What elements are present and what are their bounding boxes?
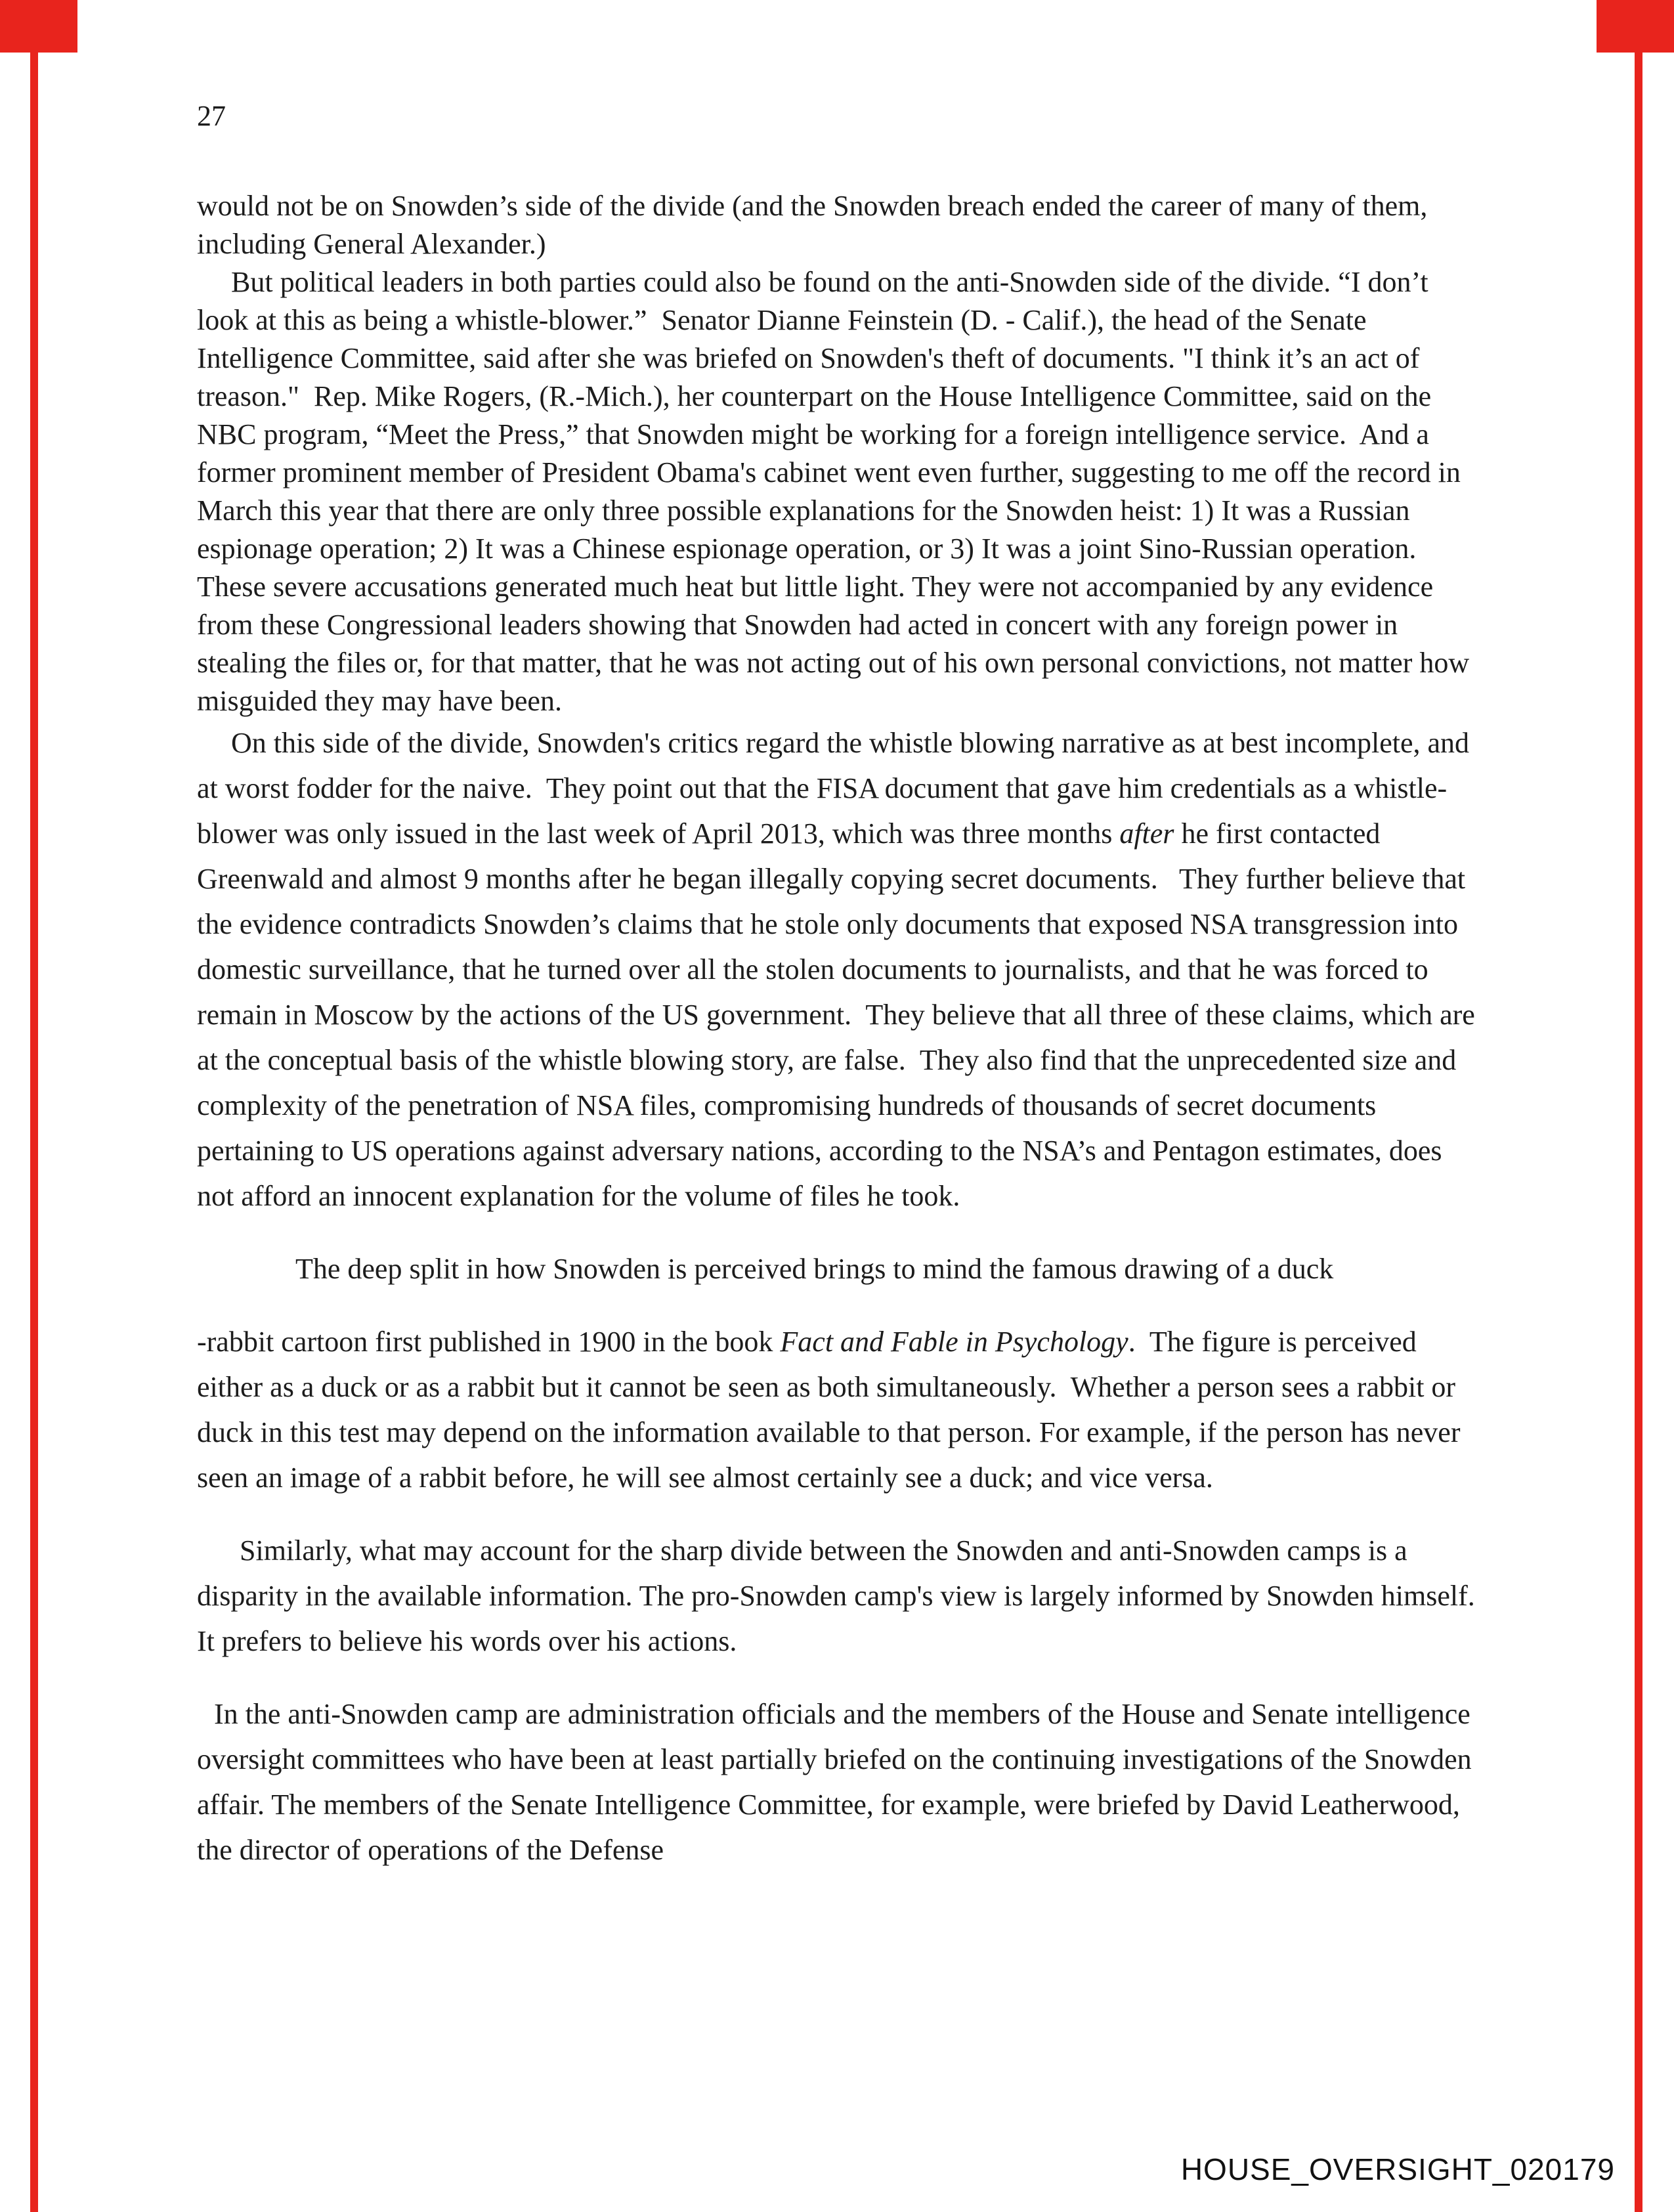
text-run: Similarly, what may account for the sharp divide between the Snowden and anti-Snowden camps is a disparity in the available information. The pro-Snowden camp's view is largely informed by Snowden himself. It prefers to believe his words over his actions. — [197, 1534, 1490, 1657]
text-run: The deep split in how Snowden is perceived brings to mind the famous drawing of a duck — [295, 1253, 1334, 1285]
page-number: 27 — [197, 100, 226, 132]
paragraph — [197, 1691, 1484, 1873]
text-run: . The figure is perceived either as a duck or as a rabbit but it cannot be seen as both simultaneously. Whether a person sees a rabbit or duck in this test may depend on the information available to that person. For example, if the person has never seen an image of a rabbit before, he will see almost certainly see a duck; and vice versa. — [197, 1326, 1468, 1494]
paragraph — [197, 263, 1484, 720]
bates-number: HOUSE_OVERSIGHT_020179 — [1180, 2152, 1615, 2186]
paragraph — [197, 1246, 1484, 1291]
text-run: But political leaders in both parties could also be found on the anti-Snowden side of the divide. “I don’t look at this as being a whistle-blower.” Senator Dianne Feinstein (D. - Calif.), the head of the Senate Intelligence Committee, said after she was briefed on Snowden's theft of documents. "I think it’s an act of treason." Rep. Mike Rogers, (R.-Mich.), her counterpart on the House Intelligence Committee, said on the NBC program, “Meet the Press,” that Snowden might be working for a foreign intelligence service. And a former prominent member of President Obama's cabinet went even further, suggesting to me off the record in March this year that there are only three possible explanations for the Snowden heist: 1) It was a Russian espionage operation; 2) It was a Chinese espionage operation, or 3) It was a joint Sino-Russian operation. These severe accusations generated much heat but little light. They were not accompanied by any evidence from these Congressional leaders showing that Snowden had acted in concert with any foreign power in stealing the files or, for that matter, that he was not acting out of his own personal convictions, not matter how misguided they may have been. — [197, 266, 1477, 717]
text-run: would not be on Snowden’s side of the divide (and the Snowden breach ended the career of many of them, including General Alexander.) — [197, 190, 1435, 260]
paragraph — [197, 1528, 1490, 1664]
text-run: On this side of the divide, Snowden's critics regard the whistle blowing narrative as at best incomplete, and at worst fodder for the naive. They point out that the FISA document that gave him credentials as a whistle-blower was only issued in the last week of April 2013, which was three months — [197, 727, 1477, 850]
italic-text-run: after — [1119, 817, 1174, 850]
document-body — [197, 187, 1490, 1873]
text-run: In the anti-Snowden camp are administration officials and the members of the House and Senate intelligence oversight committees who have been at least partially briefed on the continuing investigations of the Snowden affair. The members of the Senate Intelligence Committee, for example, were briefed by David Leatherwood, the director of operations of the Defense — [197, 1698, 1479, 1866]
paragraph — [197, 720, 1484, 1219]
paragraph — [197, 1319, 1484, 1500]
red-corner-mark-top-left — [0, 0, 77, 53]
paragraph — [197, 187, 1484, 263]
red-edge-line-right — [1635, 0, 1642, 2212]
red-edge-line-left — [30, 0, 38, 2212]
text-run: -rabbit cartoon first published in 1900 in the book — [197, 1326, 781, 1358]
text-run: he first contacted Greenwald and almost 9 months after he began illegally copying secret documents. They further believe that the evidence contradicts Snowden’s claims that he stole only documents that exposed NSA transgression into domestic surveillance, that he turned over all the stolen documents to journalists, and that he was forced to remain in Moscow by the actions of the US government. They believe that all three of these claims, which are at the conceptual basis of the whistle blowing story, are false. They also find that the unprecedented size and complexity of the penetration of NSA files, compromising hundreds of thousands of secret documents pertaining to US operations against adversary nations, according to the NSA’s and Pentagon estimates, does not afford an innocent explanation for the volume of files he took. — [197, 817, 1482, 1212]
italic-text-run: Fact and Fable in Psychology — [780, 1326, 1128, 1358]
